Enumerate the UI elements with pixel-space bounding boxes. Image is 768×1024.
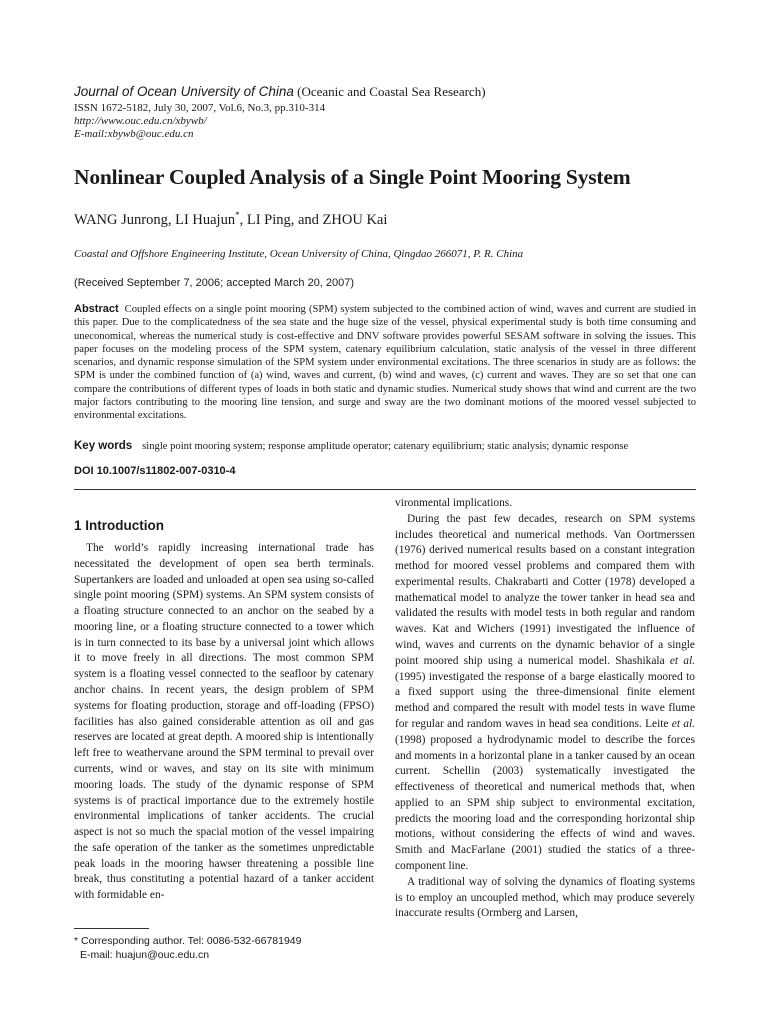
right-column <box>395 496 695 922</box>
affiliation: Coastal and Offshore Engineering Institute, Ocean University of China, Qingdao 266071, P. R. China <box>74 248 524 260</box>
footnote-email: E-mail: huajun@ouc.edu.cn <box>80 949 210 961</box>
footnote-divider <box>74 928 149 929</box>
journal-url: http://www.ouc.edu.cn/xbywb/ <box>74 115 207 127</box>
para2-part-3: (1998) proposed a hydrodynamic model to describe the forces and moments in a horizontal plane in a tanker caused by an ocean current. Schellin (2003) systematically investigated the effectiveness of theoretical and numerical methods that, when applied to an SPM ship subject to environmental excitation, predicts the mooring load and the corresponding horizontal ship motions, without considering the effects of wind and waves. Smith and MacFarlane (2001) studied the statics of a three-component line. <box>395 733 695 872</box>
intro-paragraph-1: The world’s rapidly increasing international trade has necessitated the development of open sea berth terminals. Supertankers are loaded and unloaded at open sea using so-called single point mooring (SPM) systems. An SPM system consists of a floating structure connected to an anchor on the seabed by a mooring line, or a floating structure connected to a tower which is in turn connected to its base by a universal joint which allows it to move freely in all directions. The most common SPM system is a floating vessel connected to the seafloor by catenary anchor chains. In recent years, the design problem of SPM systems for floating production, storage and off-loading (FPSO) facilities has also gained considerable attention as oil and gas reserves are located at great depth. A moored ship is intentionally left free to weathervane around the SPM terminal to prevail over currents, wind or waves, and stay on its site with minimum mooring loads. The study of the dynamic response of SPM systems is of practical importance due to the extremely hostile environmental implications of tanker accidents. The crucial aspect is not so much the spacial motion of the vessel impairing the safe operation of the tanker as the sometimes unpredictable peak loads in the mooring hawser threatening a possible line break, thus constituting a potential hazard of a tanker accident with formidable en- <box>74 542 374 902</box>
keywords-label: Key words <box>74 440 133 452</box>
et-al-1: et al. <box>669 654 695 667</box>
issn-line: ISSN 1672-5182, July 30, 2007, Vol.6, No.3, pp.310-314 <box>74 102 326 114</box>
corresponding-mark: * <box>235 210 240 220</box>
left-column <box>74 541 374 904</box>
footnote-corresponding: * Corresponding author. Tel: 0086-532-66781949 <box>74 935 302 947</box>
keywords-line <box>74 440 628 452</box>
abstract-block <box>74 303 696 423</box>
journal-email: E-mail:xbywb@ouc.edu.cn <box>74 128 194 140</box>
continued-text: vironmental implications. <box>395 497 513 509</box>
authors-first: WANG Junrong, LI Huajun <box>74 211 236 228</box>
intro-paragraph-2 <box>395 512 695 875</box>
intro-paragraph-3: A traditional way of solving the dynamics of floating systems is to employ an uncoupled method, which may produce severely inaccurate results (Ormberg and Larsen, <box>395 875 695 920</box>
section-heading: 1 Introduction <box>74 518 164 533</box>
journal-subtitle: (Oceanic and Coastal Sea Research) <box>297 84 486 99</box>
authors-rest: , LI Ping, and ZHOU Kai <box>239 211 388 228</box>
keywords-text: single point mooring system; response amplitude operator; catenary equilibrium; static analysis; dynamic response <box>142 441 629 452</box>
author-list <box>74 210 387 229</box>
received-dates: (Received September 7, 2006; accepted March 20, 2007) <box>74 277 355 289</box>
journal-header <box>74 84 486 100</box>
abstract-text: Coupled effects on a single point mooring (SPM) system subjected to the combined action of wind, waves and current are studied in this paper. Due to the complicatedness of the sea state and the huge size of the vessel, physical experimental study is both time consuming and uneconomical, whereas the numerical study is cost-effective and DNV software provides powerful SESAM software in solving the issues. This paper focuses on the modeling process of the SPM system, catenary equilibrium calculation, static analysis of the vessel in three different scenarios, and dynamic response simulation of the SPM system under environmental excitations. The three scenarios in study are as follows: the SPM is under the combined function of (a) wind, waves and current, (b) wind and waves, (c) current and waves. They are so set that one can compare the contributions of different types of loads in both static and dynamic studies. Numerical study shows that wind and current are the two major factors contributing to the mooring line tension, and surge and sway are the two dominant motions of the moored vessel subjected to environmental excitations. <box>74 304 696 422</box>
para2-part-1: During the past few decades, research on SPM systems includes theoretical and numerical methods. Van Oortmerssen (1976) derived numerical results based on a constant integration method for moored vessel problems and compared them with experimental results. Chakrabarti and Cotter (1978) developed a mathematical model to analyze the tower tanker in head sea and validated the results with model tests in both regular and random waves. Kat and Wichers (1991) investigated the influence of wind, waves and currents on the dynamic behavior of a single point moored ship using a numerical model. Shashikala <box>395 512 695 667</box>
et-al-2: et al. <box>671 717 695 730</box>
header-divider <box>74 489 696 490</box>
paper-title: Nonlinear Coupled Analysis of a Single Point Mooring System <box>74 165 631 189</box>
doi: DOI 10.1007/s11802-007-0310-4 <box>74 465 236 477</box>
journal-name: Journal of Ocean University of China <box>74 84 294 99</box>
para2-part-2: (1995) investigated the response of a barge elastically moored to a fixed support using the three-dimensional finite element method and compared the result with model tests in wave flume for regular and random waves in head sea conditions. Leite <box>395 670 695 730</box>
abstract-label: Abstract <box>74 303 119 315</box>
